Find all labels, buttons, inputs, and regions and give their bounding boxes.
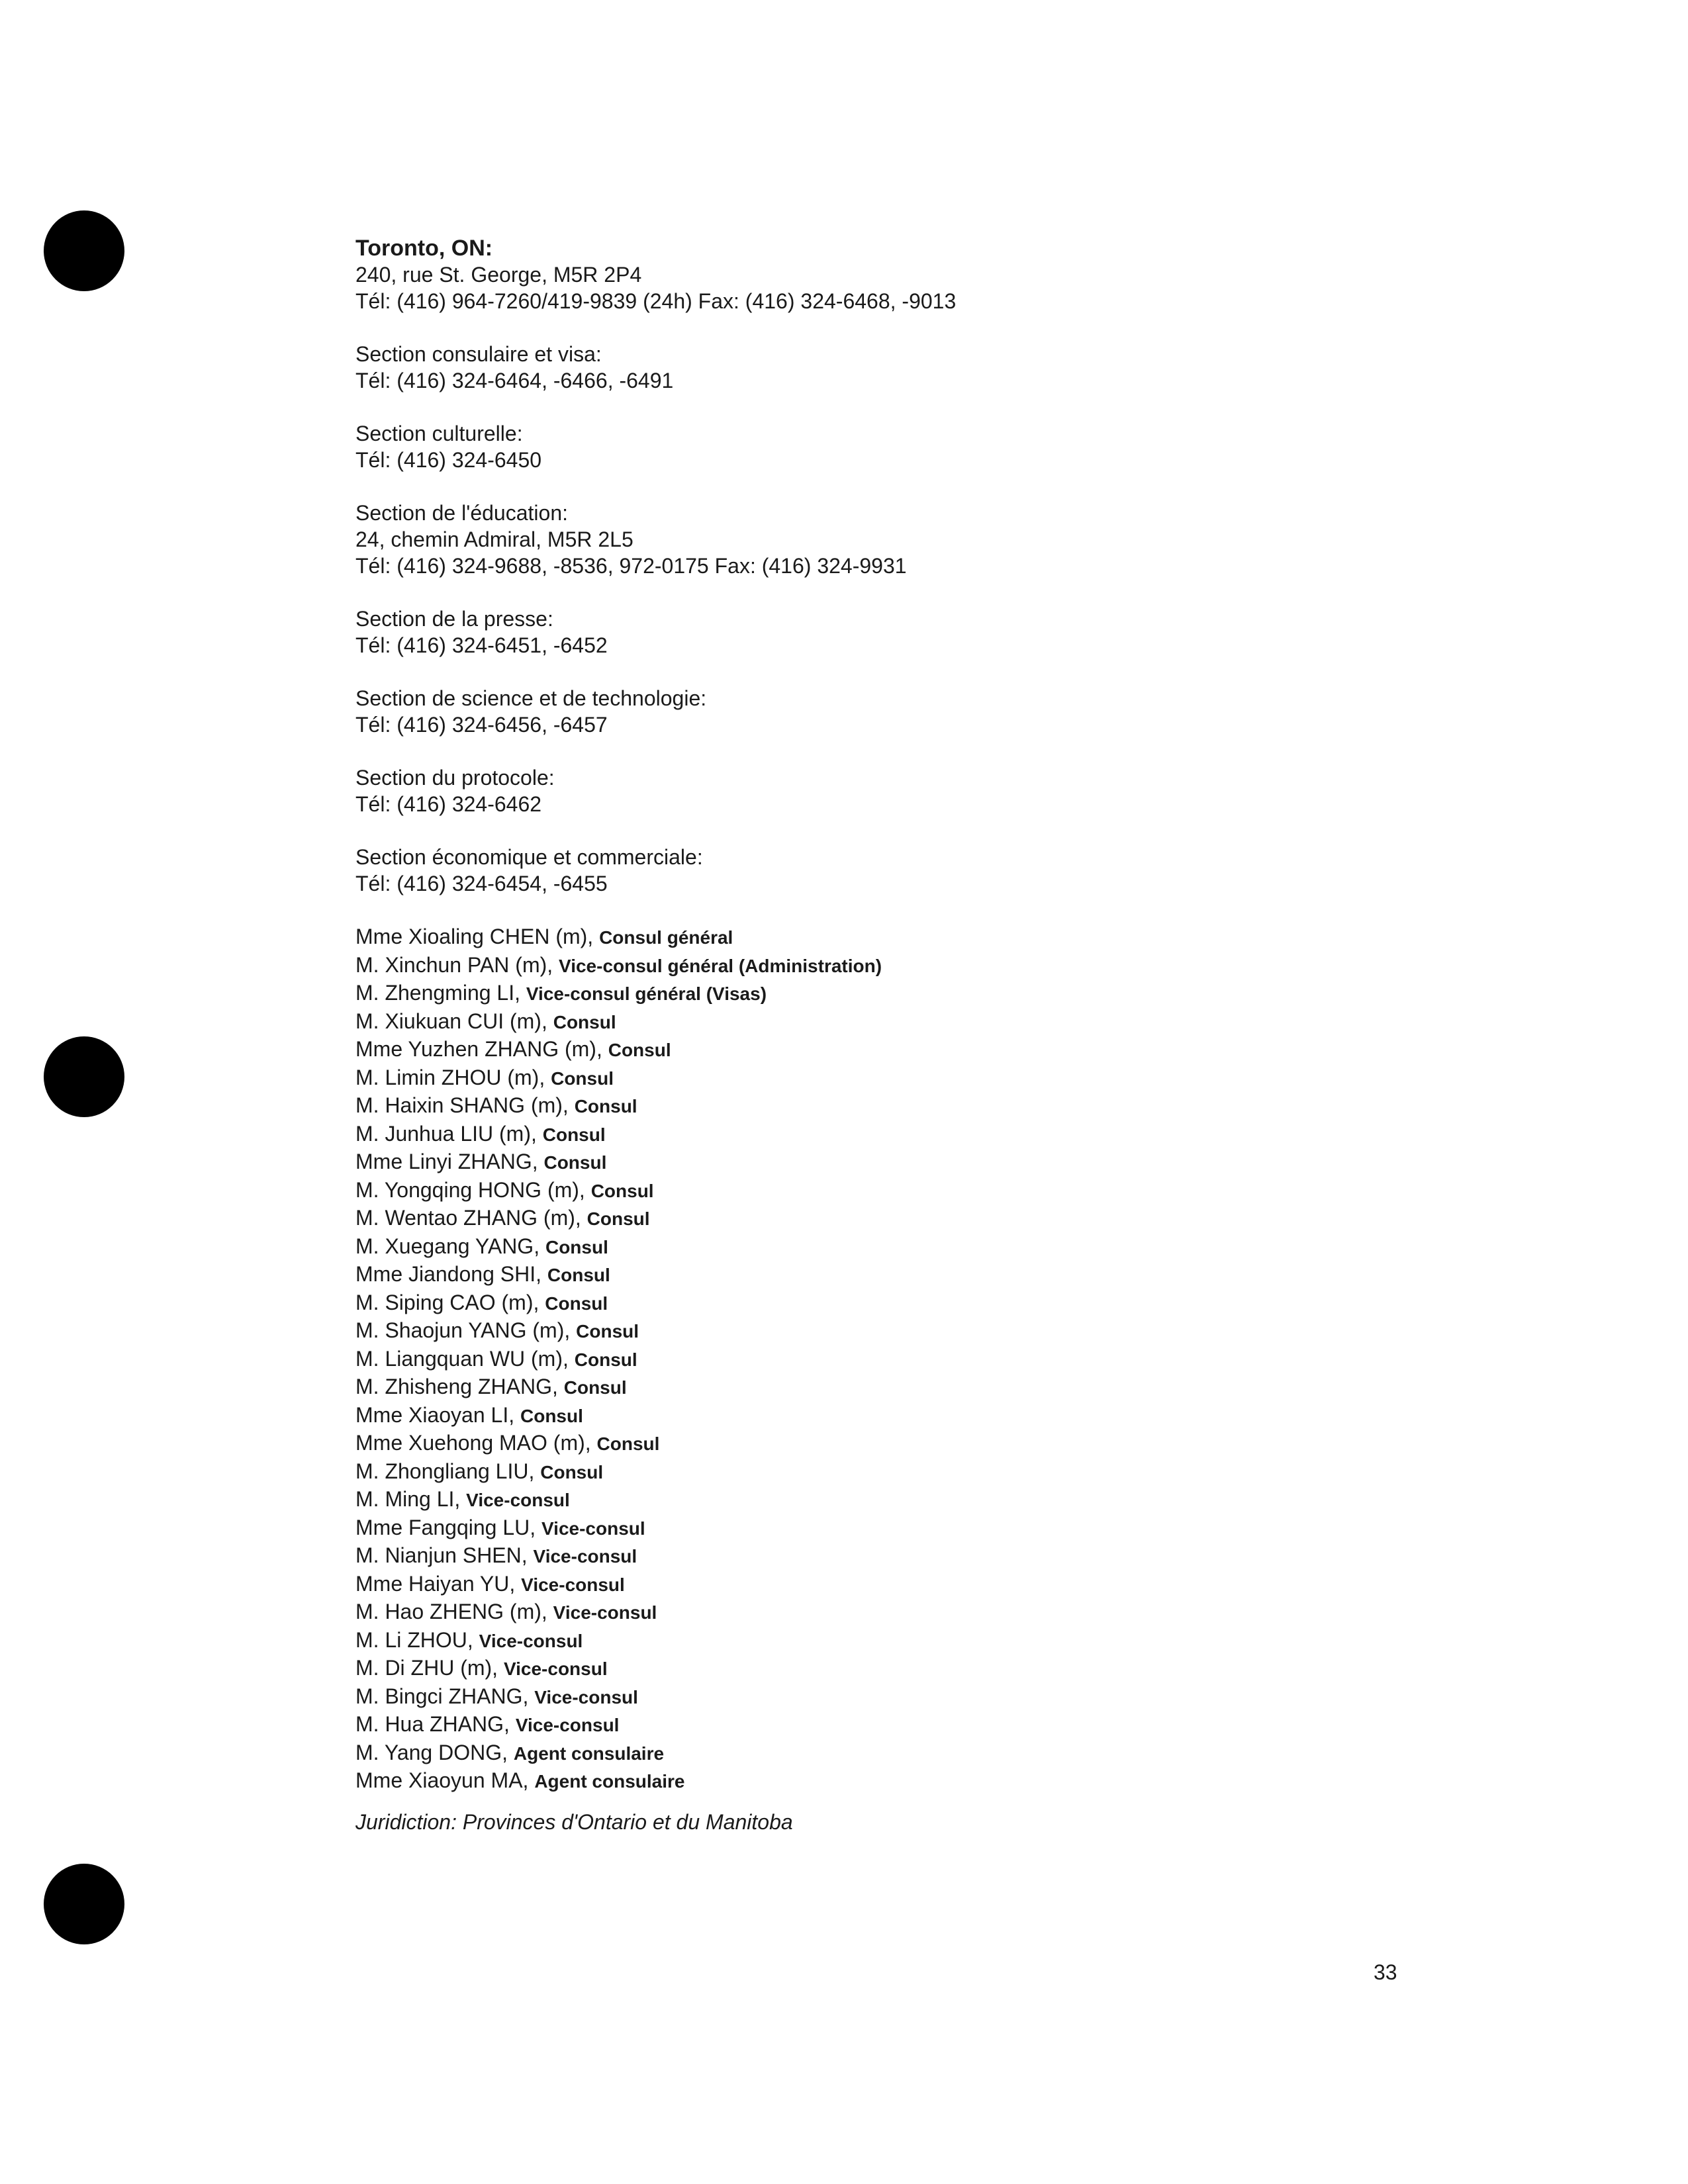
staff-name: Mme Linyi ZHANG, <box>355 1150 544 1173</box>
staff-title: Consul <box>586 1208 650 1229</box>
staff-title: Consul <box>608 1040 671 1060</box>
staff-name: M. Li ZHOU, <box>355 1627 479 1652</box>
staff-name: M. Bingci ZHANG, <box>355 1684 535 1708</box>
staff-row <box>355 1120 1481 1149</box>
staff-row <box>355 1458 1481 1486</box>
staff-title: Consul <box>545 1236 608 1257</box>
section-block <box>355 341 1481 394</box>
staff-name: M. Liangquan WU (m), <box>355 1346 575 1371</box>
staff-name: M. Zhengming LI, <box>355 981 526 1005</box>
staff-row <box>355 1233 1481 1261</box>
staff-name: M. Siping CAO (m), <box>355 1290 545 1314</box>
staff-title: Consul <box>543 1152 607 1173</box>
staff-name: Mme Jiandong SHI, <box>355 1262 547 1286</box>
section-name: Section culturelle: <box>355 422 523 445</box>
staff-row <box>355 952 1481 980</box>
staff-row <box>355 979 1481 1008</box>
staff-row <box>355 1261 1481 1289</box>
staff-title: Consul <box>547 1265 610 1285</box>
section-detail: Tél: (416) 324-6456, -6457 <box>355 713 608 737</box>
staff-row <box>355 1655 1481 1683</box>
staff-row <box>355 923 1481 952</box>
staff-title: Consul <box>553 1011 616 1032</box>
staff-row <box>355 1289 1481 1318</box>
staff-row <box>355 1205 1481 1233</box>
staff-title: Consul <box>576 1321 639 1342</box>
staff-name: Mme Xiaoyan LI, <box>355 1402 520 1427</box>
section-name: Section de science et de technologie: <box>355 686 707 710</box>
section-detail: Tél: (416) 324-6462 <box>355 792 542 816</box>
staff-name: M. Xinchun PAN (m), <box>355 952 559 977</box>
staff-name: Mme Xuehong MAO (m), <box>355 1431 597 1455</box>
office-address: 240, rue St. George, M5R 2P4 <box>355 263 642 287</box>
staff-title: Consul général <box>599 927 733 948</box>
staff-name: M. Yongqing HONG (m), <box>355 1177 591 1202</box>
section-list <box>355 341 1481 897</box>
staff-row <box>355 1036 1481 1064</box>
staff-title: Vice-consul <box>534 1686 638 1707</box>
staff-name: Mme Yuzhen ZHANG (m), <box>355 1037 608 1061</box>
staff-name: M. Zhongliang LIU, <box>355 1459 541 1483</box>
staff-row <box>355 1598 1481 1627</box>
office-phone: Tél: (416) 964-7260/419-9839 (24h) Fax: (416) 324-6468, -9013 <box>355 289 957 313</box>
staff-title: Consul <box>574 1096 637 1116</box>
jurisdiction: Juridiction: Provinces d'Ontario et du Manitoba <box>355 1809 793 1834</box>
staff-row <box>355 1486 1481 1514</box>
staff-title: Consul <box>551 1068 614 1089</box>
section-name: Section de l'éducation: <box>355 501 568 525</box>
staff-title: Vice-consul général (Administration) <box>559 955 882 976</box>
section-block <box>355 500 1481 579</box>
staff-title: Vice-consul <box>521 1574 625 1595</box>
staff-name: M. Zhisheng ZHANG, <box>355 1375 564 1398</box>
section-detail: 24, chemin Admiral, M5R 2L5 <box>355 527 633 551</box>
staff-row <box>355 1064 1481 1093</box>
staff-title: Vice-consul <box>479 1630 583 1651</box>
staff-name: M. Nianjun SHEN, <box>355 1543 534 1567</box>
office-header <box>355 235 1481 314</box>
section-detail: Tél: (416) 324-9688, -8536, 972-0175 Fax: (416) 324-9931 <box>355 554 907 578</box>
staff-row <box>355 1627 1481 1655</box>
staff-title: Consul <box>563 1377 627 1398</box>
section-detail: Tél: (416) 324-6454, -6455 <box>355 872 608 895</box>
staff-title: Consul <box>574 1349 637 1370</box>
staff-title: Vice-consul <box>541 1518 645 1539</box>
staff-title: Consul <box>540 1461 604 1482</box>
staff-title: Consul <box>590 1180 654 1201</box>
staff-name: M. Wentao ZHANG (m), <box>355 1206 587 1230</box>
staff-title: Agent consulaire <box>513 1743 665 1764</box>
staff-title: Vice-consul général (Visas) <box>526 983 767 1004</box>
staff-title: Vice-consul <box>533 1546 637 1567</box>
staff-title: Vice-consul <box>503 1659 608 1679</box>
office-heading: Toronto, ON: <box>355 236 493 261</box>
staff-row <box>355 1148 1481 1177</box>
section-name: Section de la presse: <box>355 607 553 631</box>
staff-name: M. Xiukuan CUI (m), <box>355 1009 553 1033</box>
staff-name: M. Xuegang YANG, <box>355 1234 545 1258</box>
consulate-entry <box>355 235 1481 1835</box>
staff-title: Vice-consul <box>515 1715 620 1735</box>
staff-row <box>355 1767 1481 1796</box>
staff-title: Consul <box>520 1405 583 1426</box>
staff-name: M. Ming LI, <box>355 1487 467 1511</box>
staff-name: Mme Xiaoyun MA, <box>355 1768 535 1792</box>
staff-row <box>355 1542 1481 1570</box>
section-name: Section consulaire et visa: <box>355 342 602 366</box>
staff-row <box>355 1008 1481 1036</box>
section-detail: Tél: (416) 324-6450 <box>355 448 542 472</box>
staff-row <box>355 1177 1481 1205</box>
binder-hole-middle <box>44 1036 124 1117</box>
section-block <box>355 844 1481 897</box>
page-number: 33 <box>1374 1960 1397 1984</box>
staff-title: Agent consulaire <box>534 1771 685 1792</box>
section-name: Section économique et commerciale: <box>355 845 703 869</box>
staff-row <box>355 1092 1481 1120</box>
section-block <box>355 420 1481 473</box>
staff-list <box>355 923 1481 1796</box>
binder-hole-bottom <box>44 1864 124 1944</box>
staff-name: M. Haixin SHANG (m), <box>355 1093 575 1117</box>
staff-row <box>355 1739 1481 1768</box>
staff-name: M. Yang DONG, <box>355 1740 514 1764</box>
staff-row <box>355 1430 1481 1458</box>
staff-row <box>355 1570 1481 1599</box>
staff-name: Mme Haiyan YU, <box>355 1571 522 1596</box>
section-block <box>355 606 1481 659</box>
staff-row <box>355 1373 1481 1402</box>
staff-title: Consul <box>542 1124 606 1145</box>
staff-title: Consul <box>596 1433 660 1454</box>
staff-name: M. Hao ZHENG (m), <box>355 1600 553 1623</box>
staff-row <box>355 1345 1481 1374</box>
staff-row <box>355 1402 1481 1430</box>
staff-name: Mme Xioaling CHEN (m), <box>355 925 600 948</box>
staff-row <box>355 1711 1481 1739</box>
binder-hole-top <box>44 210 124 291</box>
section-block <box>355 764 1481 817</box>
section-block <box>355 685 1481 738</box>
staff-title: Consul <box>545 1293 608 1314</box>
staff-title: Vice-consul <box>466 1490 570 1510</box>
section-detail: Tél: (416) 324-6451, -6452 <box>355 633 608 657</box>
staff-title: Vice-consul <box>553 1602 657 1623</box>
staff-row <box>355 1514 1481 1543</box>
section-detail: Tél: (416) 324-6464, -6466, -6491 <box>355 369 674 392</box>
section-name: Section du protocole: <box>355 766 555 790</box>
staff-name: M. Junhua LIU (m), <box>355 1121 543 1146</box>
staff-name: M. Shaojun YANG (m), <box>355 1318 577 1342</box>
staff-name: Mme Fangqing LU, <box>355 1515 542 1539</box>
staff-row <box>355 1683 1481 1711</box>
staff-name: M. Di ZHU (m), <box>355 1656 504 1680</box>
staff-row <box>355 1317 1481 1345</box>
staff-name: M. Limin ZHOU (m), <box>355 1065 551 1089</box>
staff-name: M. Hua ZHANG, <box>355 1712 516 1736</box>
